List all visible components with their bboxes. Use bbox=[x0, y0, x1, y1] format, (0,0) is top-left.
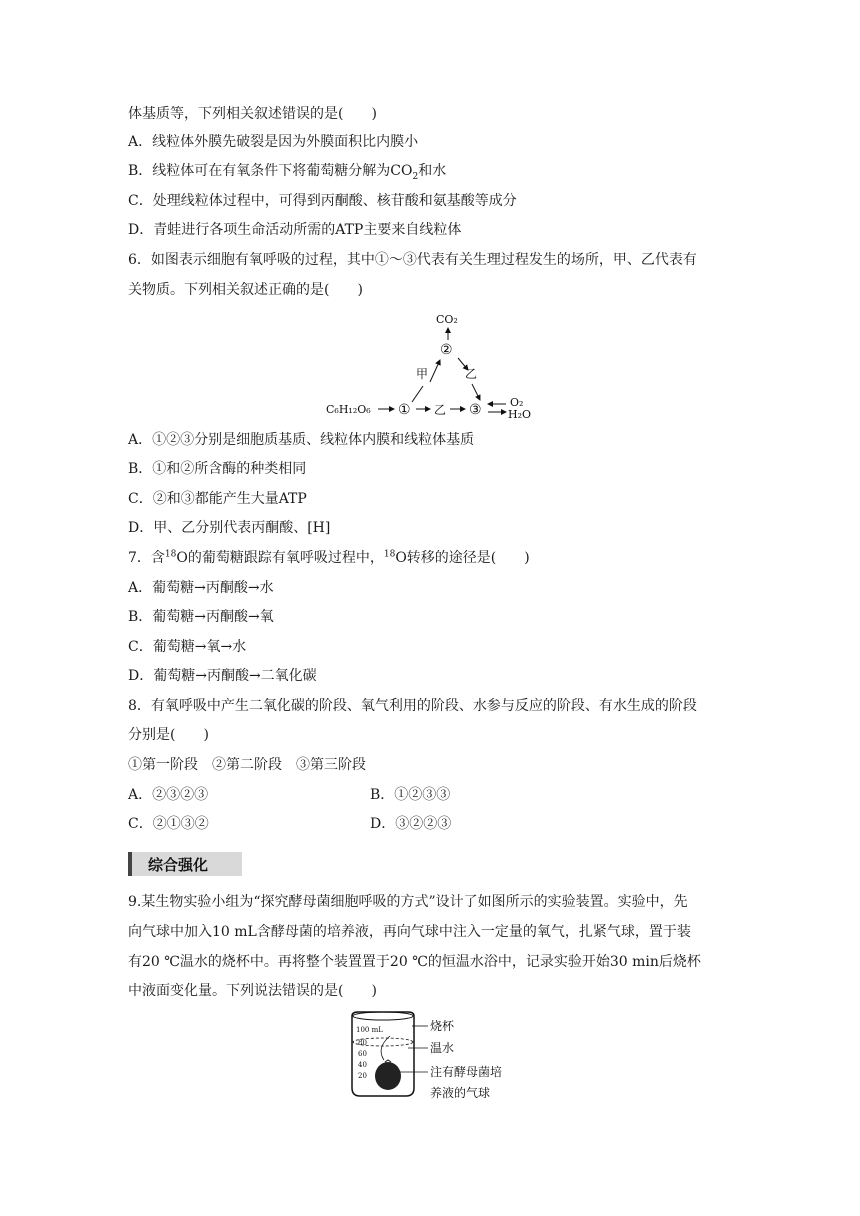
diagram-yi-bottom-label: 乙 bbox=[434, 403, 447, 417]
section-header-comprehensive bbox=[128, 852, 242, 876]
scale-40: 40 bbox=[358, 1061, 367, 1069]
q5-option-c: C．处理线粒体过程中，可得到丙酮酸、核苷酸和氨基酸等成分 bbox=[128, 193, 517, 209]
q5-option-a: A．线粒体外膜先破裂是因为外膜面积比内膜小 bbox=[128, 134, 419, 150]
beaker-apparatus-figure bbox=[346, 1008, 546, 1108]
diagram-jia-label: 甲 bbox=[416, 367, 429, 381]
q7-stem-mid: O的葡萄糖跟踪有氧呼吸过程中， bbox=[176, 550, 384, 566]
q7-stem bbox=[128, 548, 530, 568]
aerobic-respiration-diagram bbox=[320, 306, 550, 422]
q6-option-a: A．①②③分别是细胞质基质、线粒体内膜和线粒体基质 bbox=[128, 432, 475, 448]
q5-option-d: D．青蛙进行各项生命活动所需的ATP主要来自线粒体 bbox=[128, 222, 462, 238]
beaker-rim bbox=[353, 1012, 413, 1020]
label-warm-water: 温水 bbox=[430, 1041, 455, 1055]
diagram-co2-label: CO₂ bbox=[436, 313, 458, 326]
q7-stem-pre: 7．含 bbox=[128, 550, 165, 566]
diagram-circle-3: ③ bbox=[469, 402, 482, 418]
q6-option-d: D．甲、乙分别代表丙酮酸、[H] bbox=[128, 520, 331, 536]
q5-option-b-text: B．线粒体可在有氧条件下将葡萄糖分解为CO bbox=[128, 163, 413, 179]
q7-isotope-sup-2: 18 bbox=[383, 549, 396, 560]
q9-stem-line1: 9.某生物实验小组为“探究酵母菌细胞呼吸的方式”设计了如图所示的实验装置。实验中，先 bbox=[128, 894, 688, 910]
q9-stem-line4: 中液面变化量。下列说法错误的是( ) bbox=[128, 983, 377, 999]
q9-stem-line3: 有20 ℃温水的烧杯中。再将整个装置置于20 ℃的恒温水浴中，记录实验开始30 min后烧杯 bbox=[128, 954, 701, 970]
diagram-h2o-label: H₂O bbox=[508, 408, 532, 421]
label-balloon-line2: 养液的气球 bbox=[430, 1086, 491, 1100]
diagram-circle-2: ② bbox=[440, 342, 453, 358]
q8-option-b: B．①②③③ bbox=[370, 787, 451, 803]
q6-stem-line1: 6．如图表示细胞有氧呼吸的过程，其中①～③代表有关生理过程发生的场所，甲、乙代表有 bbox=[128, 252, 697, 268]
q8-stages: ①第一阶段 ②第二阶段 ③第三阶段 bbox=[128, 757, 366, 773]
diagram-circle-1: ① bbox=[398, 402, 411, 418]
section-title: 综合强化 bbox=[148, 856, 209, 874]
balloon-string bbox=[381, 1036, 390, 1060]
diagram-arrow-jia-to-2 bbox=[430, 360, 440, 382]
q6-option-b: B．①和②所含酶的种类相同 bbox=[128, 461, 307, 477]
q5-stem-tail: 体基质等，下列相关叙述错误的是( ) bbox=[128, 106, 377, 122]
scale-20: 20 bbox=[358, 1072, 367, 1080]
diagram-glucose-label: C₆H₁₂O₆ bbox=[326, 403, 371, 416]
q7-option-a: A．葡萄糖→丙酮酸→水 bbox=[128, 580, 274, 596]
q5-option-b-tail: 和水 bbox=[418, 163, 447, 179]
q7-stem-post: O转移的途径是( ) bbox=[395, 550, 530, 566]
scale-60: 60 bbox=[358, 1050, 367, 1058]
q8-option-c: C．②①③② bbox=[128, 816, 209, 832]
diagram-o2-label: O₂ bbox=[510, 396, 524, 409]
q8-stem-line2: 分别是( ) bbox=[128, 727, 209, 743]
q5-option-b-sub: 2 bbox=[412, 171, 419, 182]
label-beaker: 烧杯 bbox=[430, 1019, 455, 1033]
q8-option-d: D．③②②③ bbox=[370, 816, 452, 832]
diagram-yi-right-label: 乙 bbox=[465, 367, 478, 381]
q5-option-b bbox=[128, 161, 446, 181]
q7-option-d: D．葡萄糖→丙酮酸→二氧化碳 bbox=[128, 668, 317, 684]
diagram-arrow-yi-to-3 bbox=[472, 384, 480, 400]
yeast-balloon bbox=[375, 1062, 401, 1090]
q7-option-b: B．葡萄糖→丙酮酸→氧 bbox=[128, 609, 274, 625]
diagram-arrow-1-to-jia bbox=[412, 386, 423, 402]
scale-80: 80 bbox=[358, 1039, 367, 1047]
q9-stem-line2: 向气球中加入10 mL含酵母菌的培养液，再向气球中注入一定量的氧气，扎紧气球，置于装 bbox=[128, 924, 691, 940]
q8-option-a: A．②③②③ bbox=[128, 787, 209, 803]
scale-100ml: 100 mL bbox=[356, 1026, 383, 1034]
q8-stem-line1: 8．有氧呼吸中产生二氧化碳的阶段、氧气利用的阶段、水参与反应的阶段、有水生成的阶段 bbox=[128, 698, 697, 714]
label-balloon-line1: 注有酵母菌培 bbox=[430, 1065, 503, 1079]
q6-option-c: C．②和③都能产生大量ATP bbox=[128, 491, 307, 507]
q7-option-c: C．葡萄糖→氧→水 bbox=[128, 639, 247, 655]
q6-stem-line2: 关物质。下列相关叙述正确的是( ) bbox=[128, 282, 363, 298]
balloon-knot bbox=[385, 1060, 391, 1062]
q7-isotope-sup-1: 18 bbox=[164, 549, 177, 560]
